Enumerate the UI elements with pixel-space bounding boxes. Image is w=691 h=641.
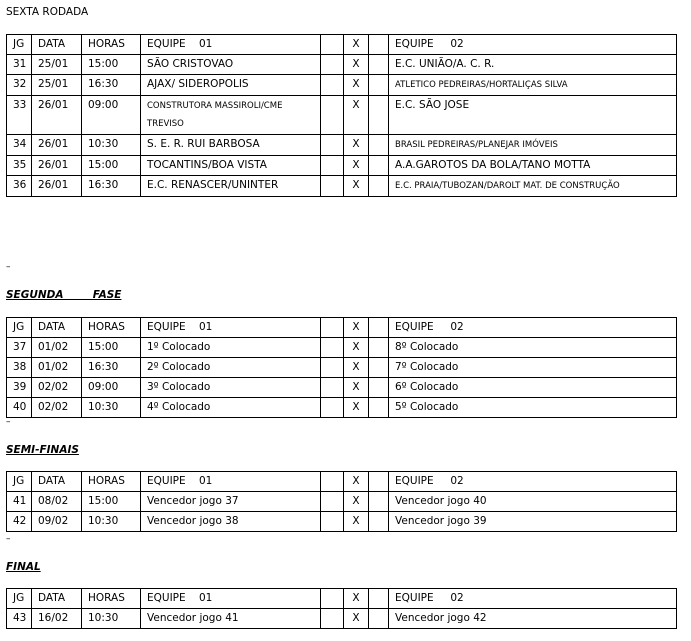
cell-x: X xyxy=(344,96,369,135)
empty-cell xyxy=(369,589,389,609)
empty-cell xyxy=(321,156,344,176)
section-title-final: FINAL xyxy=(6,561,41,573)
cell-equipe2: 6º Colocado xyxy=(389,378,677,398)
cell-equipe2: 7º Colocado xyxy=(389,358,677,378)
table-row xyxy=(7,338,677,358)
cell-equipe2: E.C. SÃO JOSE xyxy=(389,96,677,135)
table-row xyxy=(7,176,677,197)
empty-cell xyxy=(321,135,344,156)
cell-data: 26/01 xyxy=(32,96,82,135)
cell-horas: 16:30 xyxy=(82,176,141,197)
table-row xyxy=(7,55,677,75)
table-row xyxy=(7,492,677,512)
cell-x: X xyxy=(344,338,369,358)
cell-data: 25/01 xyxy=(32,75,82,96)
empty-cell xyxy=(321,378,344,398)
header-data: DATA xyxy=(32,35,82,55)
empty-cell xyxy=(369,398,389,418)
cell-data: 01/02 xyxy=(32,338,82,358)
cell-horas: 09:00 xyxy=(82,378,141,398)
cell-horas: 10:30 xyxy=(82,398,141,418)
page-title: SEXTA RODADA xyxy=(6,6,89,18)
cell-jg: 35 xyxy=(7,156,32,176)
cell-data: 02/02 xyxy=(32,378,82,398)
header-equipe1: EQUIPE 01 xyxy=(141,35,321,55)
cell-equipe1: Vencedor jogo 41 xyxy=(141,609,321,629)
empty-cell xyxy=(369,156,389,176)
cell-data: 26/01 xyxy=(32,176,82,197)
table-row xyxy=(7,358,677,378)
empty-cell xyxy=(321,338,344,358)
cell-equipe1: AJAX/ SIDEROPOLIS xyxy=(141,75,321,96)
empty-cell xyxy=(321,96,344,135)
table-row xyxy=(7,398,677,418)
empty-cell xyxy=(369,96,389,135)
cell-data: 02/02 xyxy=(32,398,82,418)
schedule-table-semi xyxy=(6,471,677,532)
empty-cell xyxy=(321,472,344,492)
cell-equipe2: Vencedor jogo 39 xyxy=(389,512,677,532)
cell-equipe1: Vencedor jogo 38 xyxy=(141,512,321,532)
cell-x: X xyxy=(344,512,369,532)
cell-x: X xyxy=(344,492,369,512)
cell-data: 09/02 xyxy=(32,512,82,532)
cell-jg: 41 xyxy=(7,492,32,512)
header-data: DATA xyxy=(32,318,82,338)
empty-cell xyxy=(321,609,344,629)
cell-equipe2: A.A.GAROTOS DA BOLA/TANO MOTTA xyxy=(389,156,677,176)
header-data: DATA xyxy=(32,472,82,492)
cell-data: 01/02 xyxy=(32,358,82,378)
cell-equipe2: E.C. PRAIA/TUBOZAN/DAROLT MAT. DE CONSTRUÇÃO xyxy=(389,176,677,197)
cell-equipe1: 3º Colocado xyxy=(141,378,321,398)
empty-cell xyxy=(369,512,389,532)
cell-equipe2: 5º Colocado xyxy=(389,398,677,418)
cell-horas: 15:00 xyxy=(82,492,141,512)
cell-x: X xyxy=(344,156,369,176)
cell-x: X xyxy=(344,398,369,418)
table-header-row xyxy=(7,318,677,338)
empty-cell xyxy=(369,35,389,55)
header-x: X xyxy=(344,318,369,338)
cell-x: X xyxy=(344,358,369,378)
cell-equipe1: 2º Colocado xyxy=(141,358,321,378)
empty-cell xyxy=(369,378,389,398)
cell-x: X xyxy=(344,55,369,75)
header-equipe1: EQUIPE 01 xyxy=(141,472,321,492)
cell-equipe1: 4º Colocado xyxy=(141,398,321,418)
table-header-row xyxy=(7,472,677,492)
table-row xyxy=(7,378,677,398)
cell-jg: 33 xyxy=(7,96,32,135)
cell-x: X xyxy=(344,176,369,197)
empty-cell xyxy=(321,318,344,338)
table-row xyxy=(7,96,677,135)
header-horas: HORAS xyxy=(82,318,141,338)
schedule-table-final xyxy=(6,588,677,629)
empty-cell xyxy=(321,35,344,55)
empty-cell xyxy=(369,75,389,96)
header-data: DATA xyxy=(32,589,82,609)
table-row xyxy=(7,135,677,156)
cell-data: 26/01 xyxy=(32,156,82,176)
cell-jg: 40 xyxy=(7,398,32,418)
header-jg: JG xyxy=(7,472,32,492)
cell-horas: 10:30 xyxy=(82,512,141,532)
empty-cell xyxy=(321,589,344,609)
header-jg: JG xyxy=(7,35,32,55)
empty-cell xyxy=(369,176,389,197)
cell-data: 16/02 xyxy=(32,609,82,629)
cell-horas: 15:00 xyxy=(82,156,141,176)
separator-dash: – xyxy=(6,534,11,544)
cell-equipe1: E.C. RENASCER/UNINTER xyxy=(141,176,321,197)
table-header-row xyxy=(7,35,677,55)
section-title-semi: SEMI-FINAIS xyxy=(6,444,79,456)
schedule-table-segunda xyxy=(6,317,677,418)
empty-cell xyxy=(321,512,344,532)
table-header-row xyxy=(7,589,677,609)
separator-dash: – xyxy=(6,417,11,427)
cell-equipe1: Vencedor jogo 37 xyxy=(141,492,321,512)
header-jg: JG xyxy=(7,589,32,609)
section-title-segunda: SEGUNDA FASE xyxy=(6,289,122,301)
table-row xyxy=(7,75,677,96)
empty-cell xyxy=(369,318,389,338)
cell-x: X xyxy=(344,75,369,96)
cell-jg: 36 xyxy=(7,176,32,197)
schedule-table-sexta xyxy=(6,34,677,197)
header-x: X xyxy=(344,35,369,55)
empty-cell xyxy=(321,75,344,96)
cell-horas: 10:30 xyxy=(82,135,141,156)
cell-jg: 39 xyxy=(7,378,32,398)
cell-equipe1: CONSTRUTORA MASSIROLI/CME TREVISO xyxy=(141,96,321,135)
cell-horas: 10:30 xyxy=(82,609,141,629)
cell-horas: 16:30 xyxy=(82,75,141,96)
empty-cell xyxy=(321,398,344,418)
cell-equipe1: SÃO CRISTOVAO xyxy=(141,55,321,75)
separator-dash: – xyxy=(6,262,11,272)
cell-data: 25/01 xyxy=(32,55,82,75)
table-row xyxy=(7,609,677,629)
table-row xyxy=(7,156,677,176)
cell-equipe2: BRASIL PEDREIRAS/PLANEJAR IMÓVEIS xyxy=(389,135,677,156)
header-horas: HORAS xyxy=(82,589,141,609)
empty-cell xyxy=(369,135,389,156)
cell-data: 26/01 xyxy=(32,135,82,156)
cell-jg: 34 xyxy=(7,135,32,156)
empty-cell xyxy=(369,358,389,378)
cell-jg: 38 xyxy=(7,358,32,378)
empty-cell xyxy=(321,492,344,512)
header-equipe2: EQUIPE 02 xyxy=(389,589,677,609)
header-x: X xyxy=(344,589,369,609)
cell-jg: 43 xyxy=(7,609,32,629)
header-horas: HORAS xyxy=(82,35,141,55)
cell-jg: 42 xyxy=(7,512,32,532)
header-equipe1: EQUIPE 01 xyxy=(141,318,321,338)
cell-x: X xyxy=(344,135,369,156)
header-jg: JG xyxy=(7,318,32,338)
empty-cell xyxy=(369,55,389,75)
cell-equipe2: Vencedor jogo 42 xyxy=(389,609,677,629)
cell-horas: 16:30 xyxy=(82,358,141,378)
cell-equipe2: E.C. UNIÃO/A. C. R. xyxy=(389,55,677,75)
empty-cell xyxy=(369,472,389,492)
empty-cell xyxy=(369,338,389,358)
cell-equipe1: S. E. R. RUI BARBOSA xyxy=(141,135,321,156)
header-equipe2: EQUIPE 02 xyxy=(389,35,677,55)
empty-cell xyxy=(369,492,389,512)
cell-horas: 09:00 xyxy=(82,96,141,135)
header-equipe2: EQUIPE 02 xyxy=(389,472,677,492)
empty-cell xyxy=(321,55,344,75)
empty-cell xyxy=(321,358,344,378)
cell-data: 08/02 xyxy=(32,492,82,512)
empty-cell xyxy=(321,176,344,197)
cell-horas: 15:00 xyxy=(82,55,141,75)
cell-equipe1: 1º Colocado xyxy=(141,338,321,358)
header-equipe1: EQUIPE 01 xyxy=(141,589,321,609)
cell-jg: 32 xyxy=(7,75,32,96)
cell-equipe2: ATLETICO PEDREIRAS/HORTALIÇAS SILVA xyxy=(389,75,677,96)
header-horas: HORAS xyxy=(82,472,141,492)
cell-equipe1: TOCANTINS/BOA VISTA xyxy=(141,156,321,176)
cell-jg: 37 xyxy=(7,338,32,358)
table-row xyxy=(7,512,677,532)
cell-x: X xyxy=(344,609,369,629)
header-equipe2: EQUIPE 02 xyxy=(389,318,677,338)
cell-equipe2: Vencedor jogo 40 xyxy=(389,492,677,512)
cell-horas: 15:00 xyxy=(82,338,141,358)
cell-equipe2: 8º Colocado xyxy=(389,338,677,358)
cell-x: X xyxy=(344,378,369,398)
cell-jg: 31 xyxy=(7,55,32,75)
empty-cell xyxy=(369,609,389,629)
header-x: X xyxy=(344,472,369,492)
